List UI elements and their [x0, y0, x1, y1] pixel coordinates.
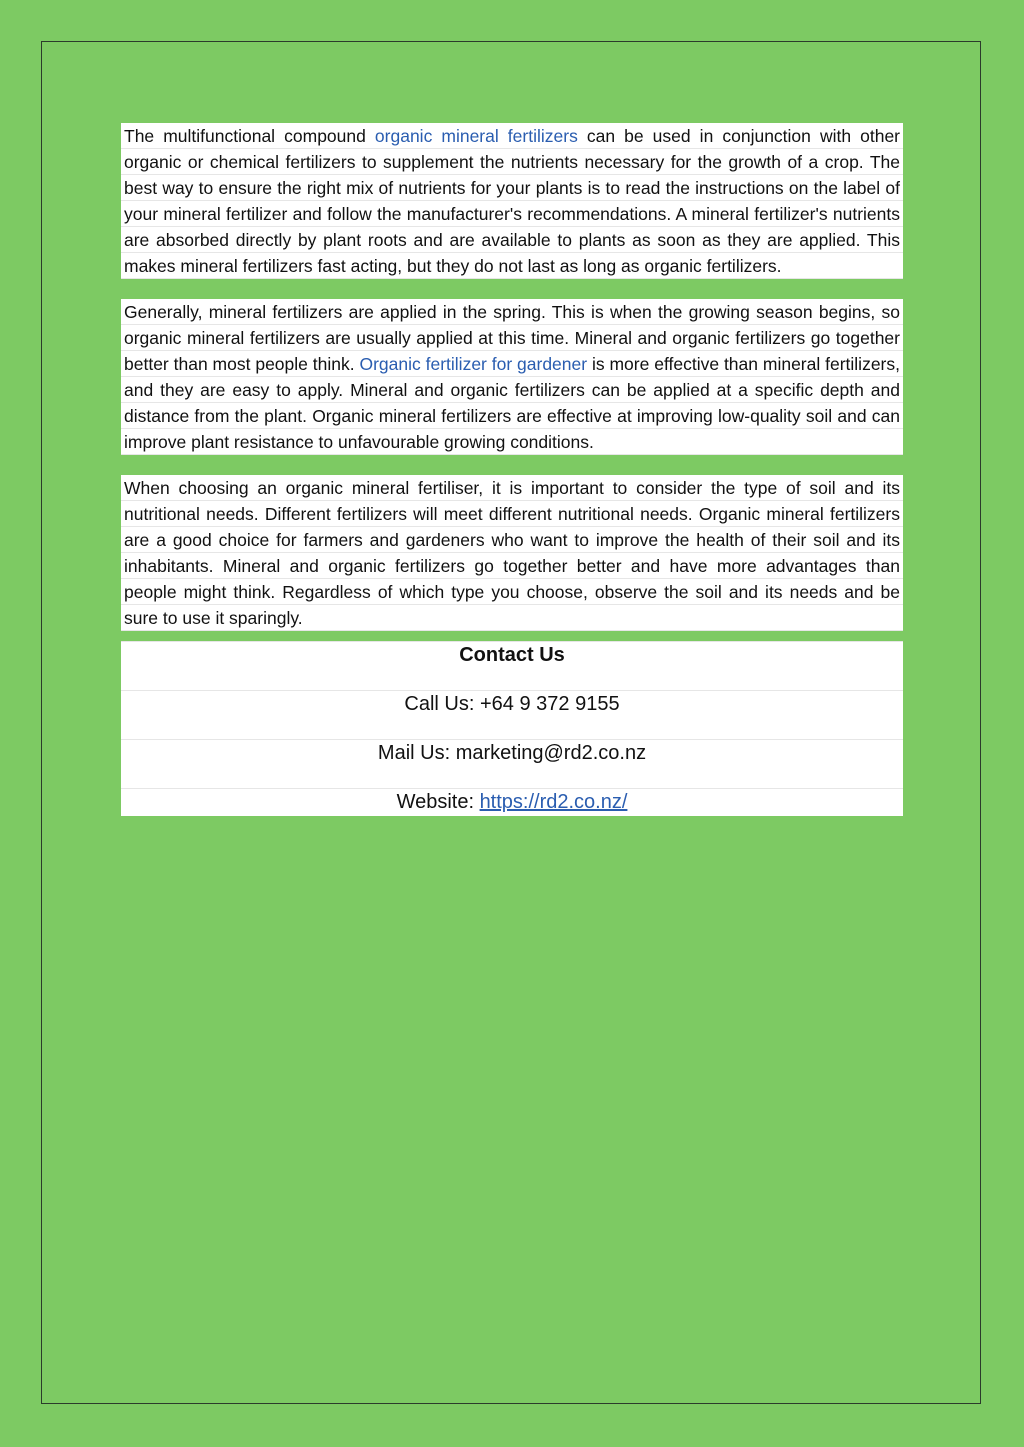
- paragraph-1-text-start: The multifunctional compound: [124, 126, 375, 146]
- organic-mineral-fertilizers-link[interactable]: organic mineral fertilizers: [374, 126, 578, 146]
- document-content: [121, 123, 903, 816]
- contact-website-label: Website:: [396, 791, 480, 813]
- contact-email: [121, 739, 903, 788]
- contact-section: [121, 641, 903, 816]
- paragraph-1-text-end: can be used in conjunction with other organic or chemical fertilizers to supplement the nutrients necessary for the growth of a crop. The best way to ensure the right mix of nutrients for your plants is to read the instructions on the label of your mineral fertilizer and follow the manufacturer's recommendations. A mineral fertilizer's nutrients are absorbed directly by plant roots and are available to plants as soon as they are applied. This makes mineral fertilizers fast acting, but they do not last as long as organic fertilizers.: [124, 126, 901, 276]
- contact-phone: [121, 690, 903, 739]
- website-link[interactable]: https://rd2.co.nz/: [479, 791, 628, 813]
- contact-heading-text: Contact Us: [459, 644, 565, 666]
- contact-website: [121, 788, 903, 816]
- paragraph-2: [121, 299, 903, 455]
- paragraph-2-text-start: Generally, mineral fertilizers are applied in the spring. This is when the growing season begins, so organic mineral fertilizers are usually applied at this time. Mineral and organic fertilizers go together better than most people think.: [124, 302, 900, 374]
- contact-email-text: Mail Us: marketing@rd2.co.nz: [377, 742, 647, 764]
- contact-phone-text: Call Us: +64 9 372 9155: [404, 693, 620, 715]
- paragraph-2-text-end: is more effective than mineral fertilizers, and they are easy to apply. Mineral and organic fertilizers can be applied at a specific depth and distance from the plant. Organic mineral fertilizers are effective at improving low-quality soil and can improve plant resistance to unfavourable growing conditions.: [124, 354, 900, 452]
- contact-heading: [121, 641, 903, 690]
- organic-fertilizer-for-gardener-link[interactable]: Organic fertilizer for gardener: [359, 354, 588, 374]
- paragraph-1: [121, 123, 903, 279]
- paragraph-3: When choosing an organic mineral fertiliser, it is important to consider the type of soil and its nutritional needs. Different fertilizers will meet different nutritional needs. Organic mineral fertilizers are a good choice for farmers and gardeners who want to improve the health of their soil and its inhabitants. Mineral and organic fertilizers go together better and have more advantages than people might think. Regardless of which type you choose, observe the soil and its needs and be sure to use it sparingly.: [121, 475, 903, 631]
